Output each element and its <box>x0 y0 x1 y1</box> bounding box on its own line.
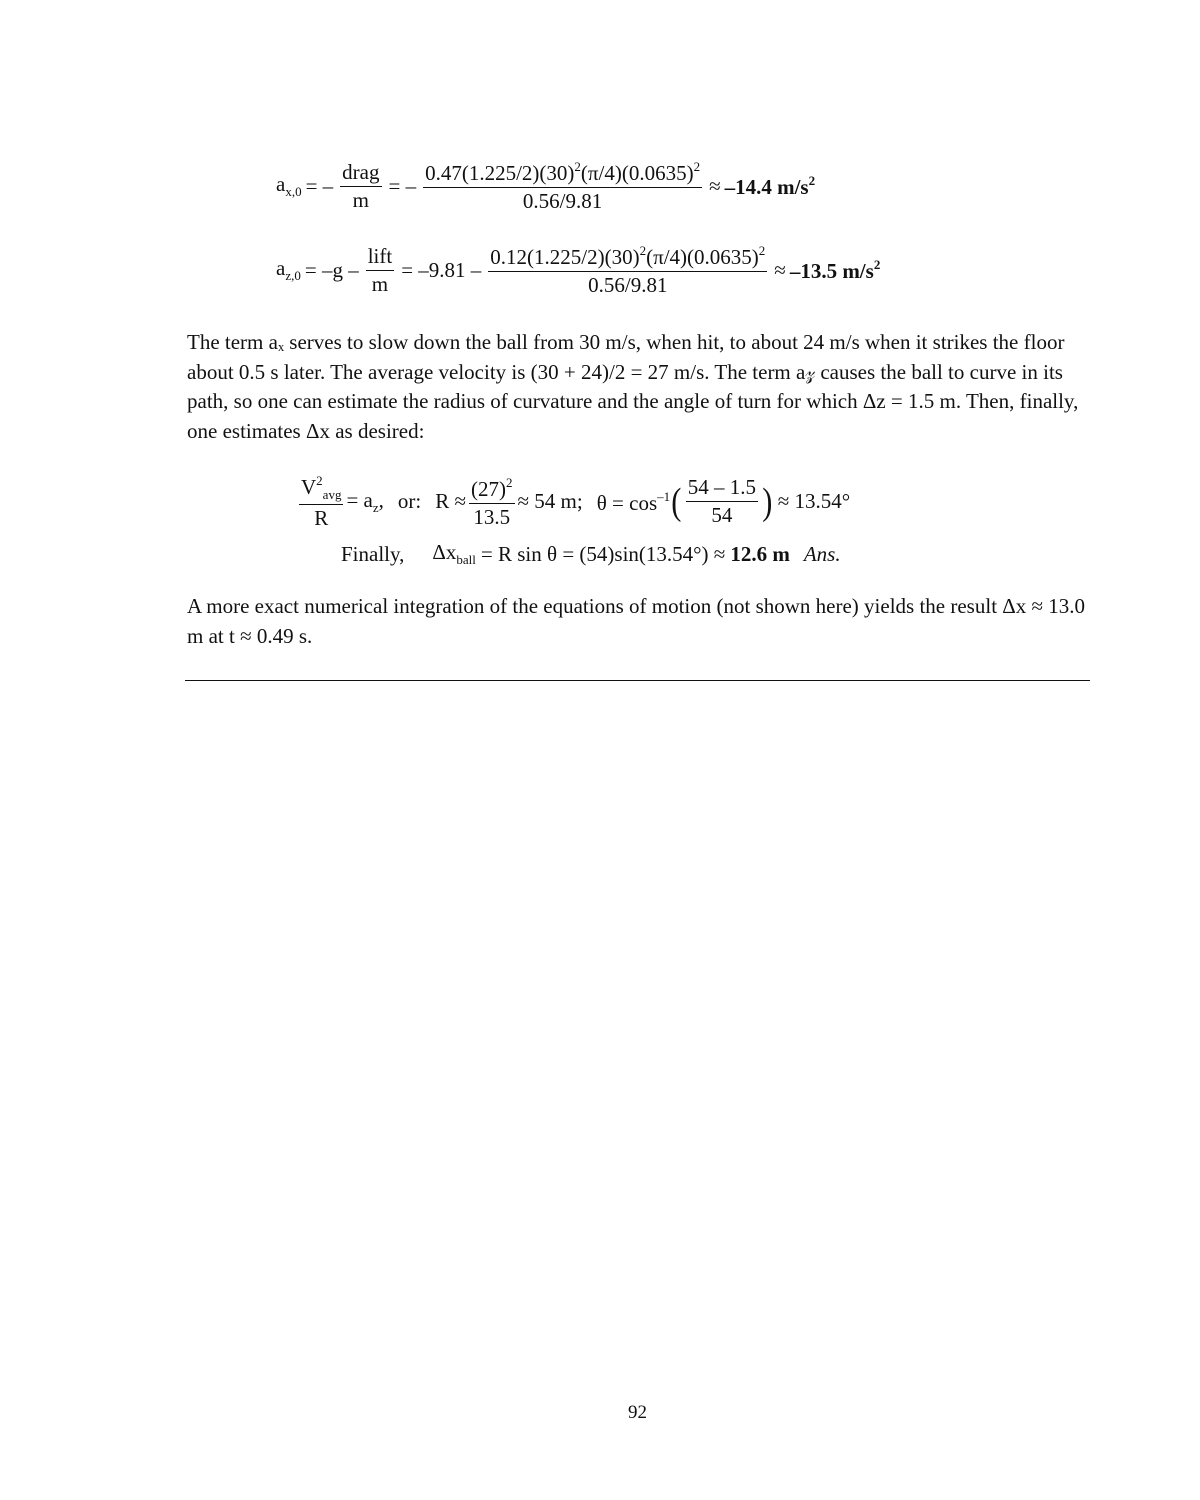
az0-lhs: $a_{z,0}$ <box>276 256 301 283</box>
radius-frac-v2avg: $\frac{V^2_{avg}}{R}$ <box>301 473 342 530</box>
equation-final <box>341 542 841 566</box>
theta-lhs: $\theta = \cos^{-1}$ <box>596 488 671 515</box>
ax0-result: –14.4 $m/s^2$ <box>724 173 816 199</box>
theta-paren-close: ) <box>762 480 773 523</box>
section-divider <box>185 680 1090 681</box>
paragraph-numerical-integration: A more exact numerical integration of the equations of motion (not shown here) yields the result Δx ≈ 13.0 m at t ≈ 0.49 s. <box>187 594 1086 648</box>
az0-frac2: $\frac{0.12(1.225/2)(30)^2(\pi/4)(0.0635)^2}{0.56/9.81}$ <box>490 243 766 297</box>
radius-frac-27: $\frac{(27)^2}{13.5}$ <box>471 474 513 529</box>
radius-eq: = $a_z$, <box>346 487 384 515</box>
final-result: 12.6 m <box>730 541 790 566</box>
az0-eq1: = –g – <box>304 257 359 282</box>
page-number: 92 <box>628 1402 647 1423</box>
ax0-frac1: $\frac{\text{drag}}{m}$ <box>342 159 380 212</box>
equation-az0 <box>276 244 880 296</box>
az0-eq2: = –9.81 – <box>401 257 482 282</box>
theta-result: ≈ 13.54° <box>777 489 851 513</box>
equation-radius-angle <box>296 474 850 529</box>
az0-frac1: $\frac{\text{lift}}{m}$ <box>367 243 393 296</box>
ax0-lhs: $a_{x,0}$ <box>276 172 302 199</box>
radius-or: or: <box>397 489 422 513</box>
final-ans: Ans. <box>803 541 841 566</box>
ax0-frac2: $\frac{0.47(1.225/2)(30)^2(\pi/4)(0.0635)^2}{0.56/9.81}$ <box>425 159 701 213</box>
final-body: = R sin θ = (54)sin(13.54°) ≈ <box>480 541 726 566</box>
equation-ax0 <box>276 160 815 212</box>
final-label: Finally, <box>341 541 405 566</box>
ax0-approx: ≈ <box>709 173 721 198</box>
final-lhs: $\Delta x_{ball}$ <box>432 540 476 567</box>
theta-frac: $\frac{54 - 1.5}{54}$ <box>687 475 757 527</box>
paragraph-term-explanation: The term aₓ serves to slow down the ball from 30 m/s, when hit, to about 24 m/s when it strikes the floor about 0.5 s later. The average velocity is (30 + 24)/2 = 27 m/s. The term a𝓏 causes the ball to curve in its path, so one can estimate the radius of curvature and the angle of turn for which Δz = 1.5 m. Then, finally, one estimates Δx as desired: <box>187 330 1079 443</box>
ax0-eq1: = – <box>305 173 334 198</box>
theta-paren-open: ( <box>671 480 682 523</box>
az0-approx: ≈ <box>774 257 786 282</box>
ax0-eq2: = – <box>388 173 417 198</box>
radius-r-result: ≈ 54 m; <box>517 489 583 513</box>
radius-r-lhs: R ≈ <box>435 489 467 513</box>
az0-result: –13.5 $m/s^2$ <box>789 257 881 283</box>
